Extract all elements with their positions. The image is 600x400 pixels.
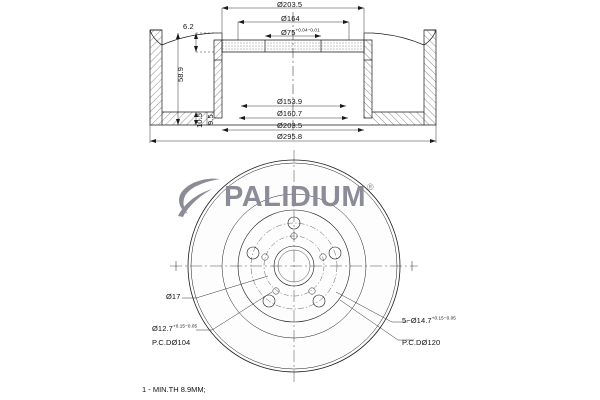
dim-label-h95: 9.5 — [206, 114, 215, 125]
dim-label-d2958: Ø295.8 — [277, 132, 303, 141]
dim-label-d17: Ø17 — [166, 292, 181, 301]
dim-label-d127: $Ø12.7^{+0.15-0.05}$ — [152, 323, 198, 333]
dim-label-pcd120: P.C.DØ120 — [402, 338, 441, 347]
brand-name: PALIDIUM — [224, 180, 367, 213]
dim-label-pcd104: P.C.DØ104 — [152, 338, 191, 347]
min-thickness-note: 1 - MIN.TH 8.9MM; — [142, 385, 206, 394]
dim-label-h105: 10.5 — [195, 113, 204, 128]
dim-label-d75: $Ø75^{+0.04-0.01}$ — [281, 27, 320, 37]
dim-label-d164: Ø164 — [281, 14, 300, 23]
registered-mark: ® — [367, 182, 374, 192]
front-face-view — [170, 150, 418, 384]
dim-label-d1607: Ø160.7 — [277, 109, 303, 118]
dim-label-h589: 58.9 — [176, 67, 185, 82]
dim-label-d2035-top: Ø203.5 — [277, 0, 303, 9]
dim-label-holes5: $5-Ø14.7^{+0.15-0.05}$ — [402, 315, 456, 325]
dim-label-d2035-bottom: Ø203.5 — [277, 121, 303, 130]
dim-label-h62: 6.2 — [183, 22, 194, 31]
dim-label-d1539: Ø153.9 — [277, 97, 303, 106]
